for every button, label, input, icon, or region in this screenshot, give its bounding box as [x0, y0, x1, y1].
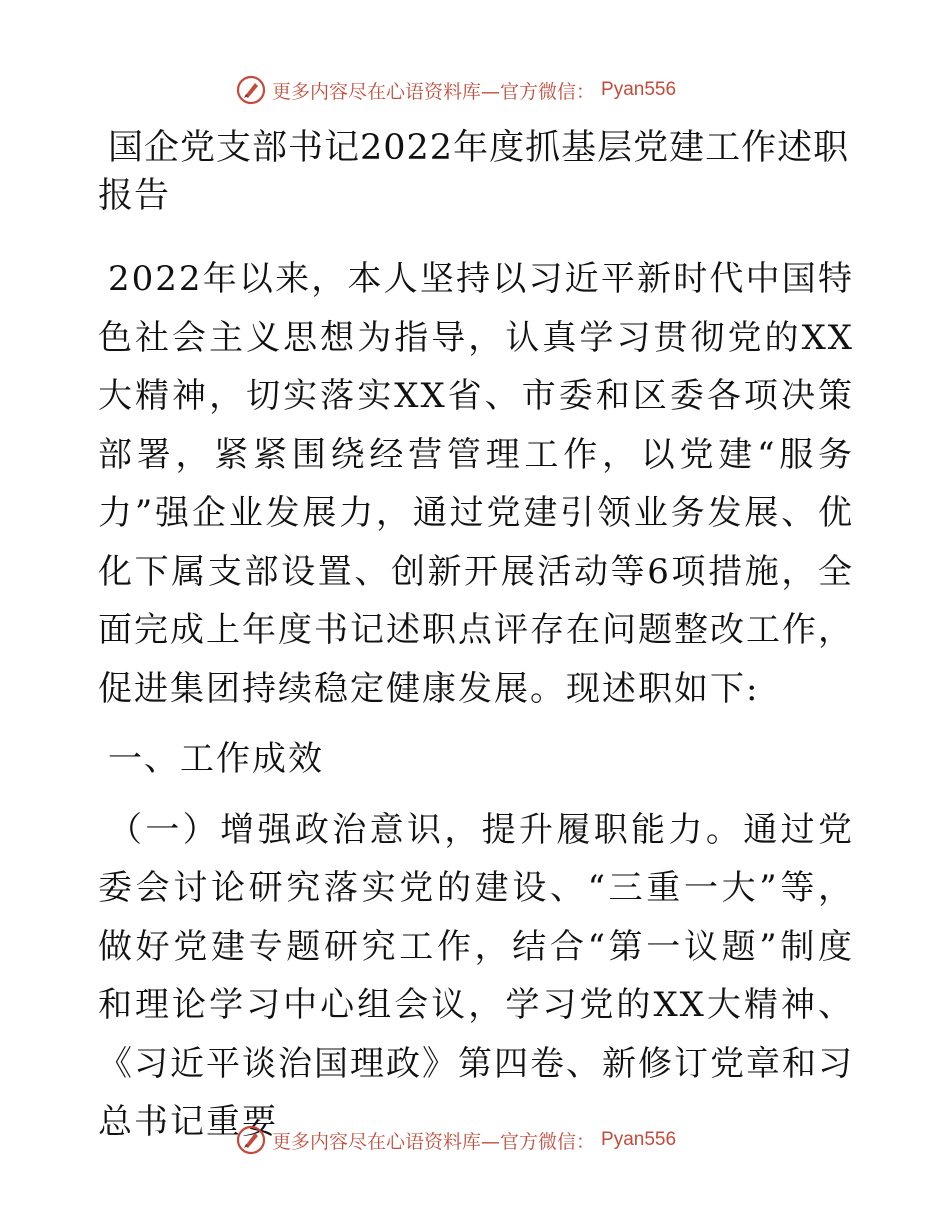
footer-watermark — [236, 1123, 676, 1157]
pen-nib-logo-icon — [236, 75, 266, 105]
document-title: 国企党支部书记2022年度抓基层党建工作述职报告 — [98, 128, 850, 216]
section-heading: 一、工作成效 — [108, 739, 324, 779]
header-watermark — [236, 73, 676, 107]
pen-nib-logo-icon — [236, 1125, 266, 1155]
document-body — [98, 124, 854, 1152]
section-1-paragraph: （一）增强政治意识，提升履职能力。通过党委会讨论研究落实党的建设、“三重一大”等，做好党建专题研究工作，结合“第一议题”制度和理论学习中心组会议，学习党的XX大精神、《习近平谈治国理政》第四卷、新修订党章和习总书记重要 — [98, 809, 854, 1142]
intro-paragraph: 2022年以来，本人坚持以习近平新时代中国特色社会主义思想为指导，认真学习贯彻党的XX大精神，切实落实XX省、市委和区委各项决策部署，紧紧围绕经营管理工作，以党建“服务力”强企业发展力，通过党建引领业务发展、优化下属支部设置、创新开展活动等6项措施，全面完成上年度书记述职点评存在问题整改工作，促进集团持续稳定健康发展。现述职如下: — [98, 259, 854, 709]
watermark-text: 更多内容尽在心语资料库—官方微信： — [272, 1130, 596, 1153]
watermark-text: 更多内容尽在心语资料库—官方微信： — [272, 80, 596, 103]
watermark-handle: Pyan556 — [601, 79, 677, 100]
watermark-handle: Pyan556 — [601, 1129, 677, 1150]
